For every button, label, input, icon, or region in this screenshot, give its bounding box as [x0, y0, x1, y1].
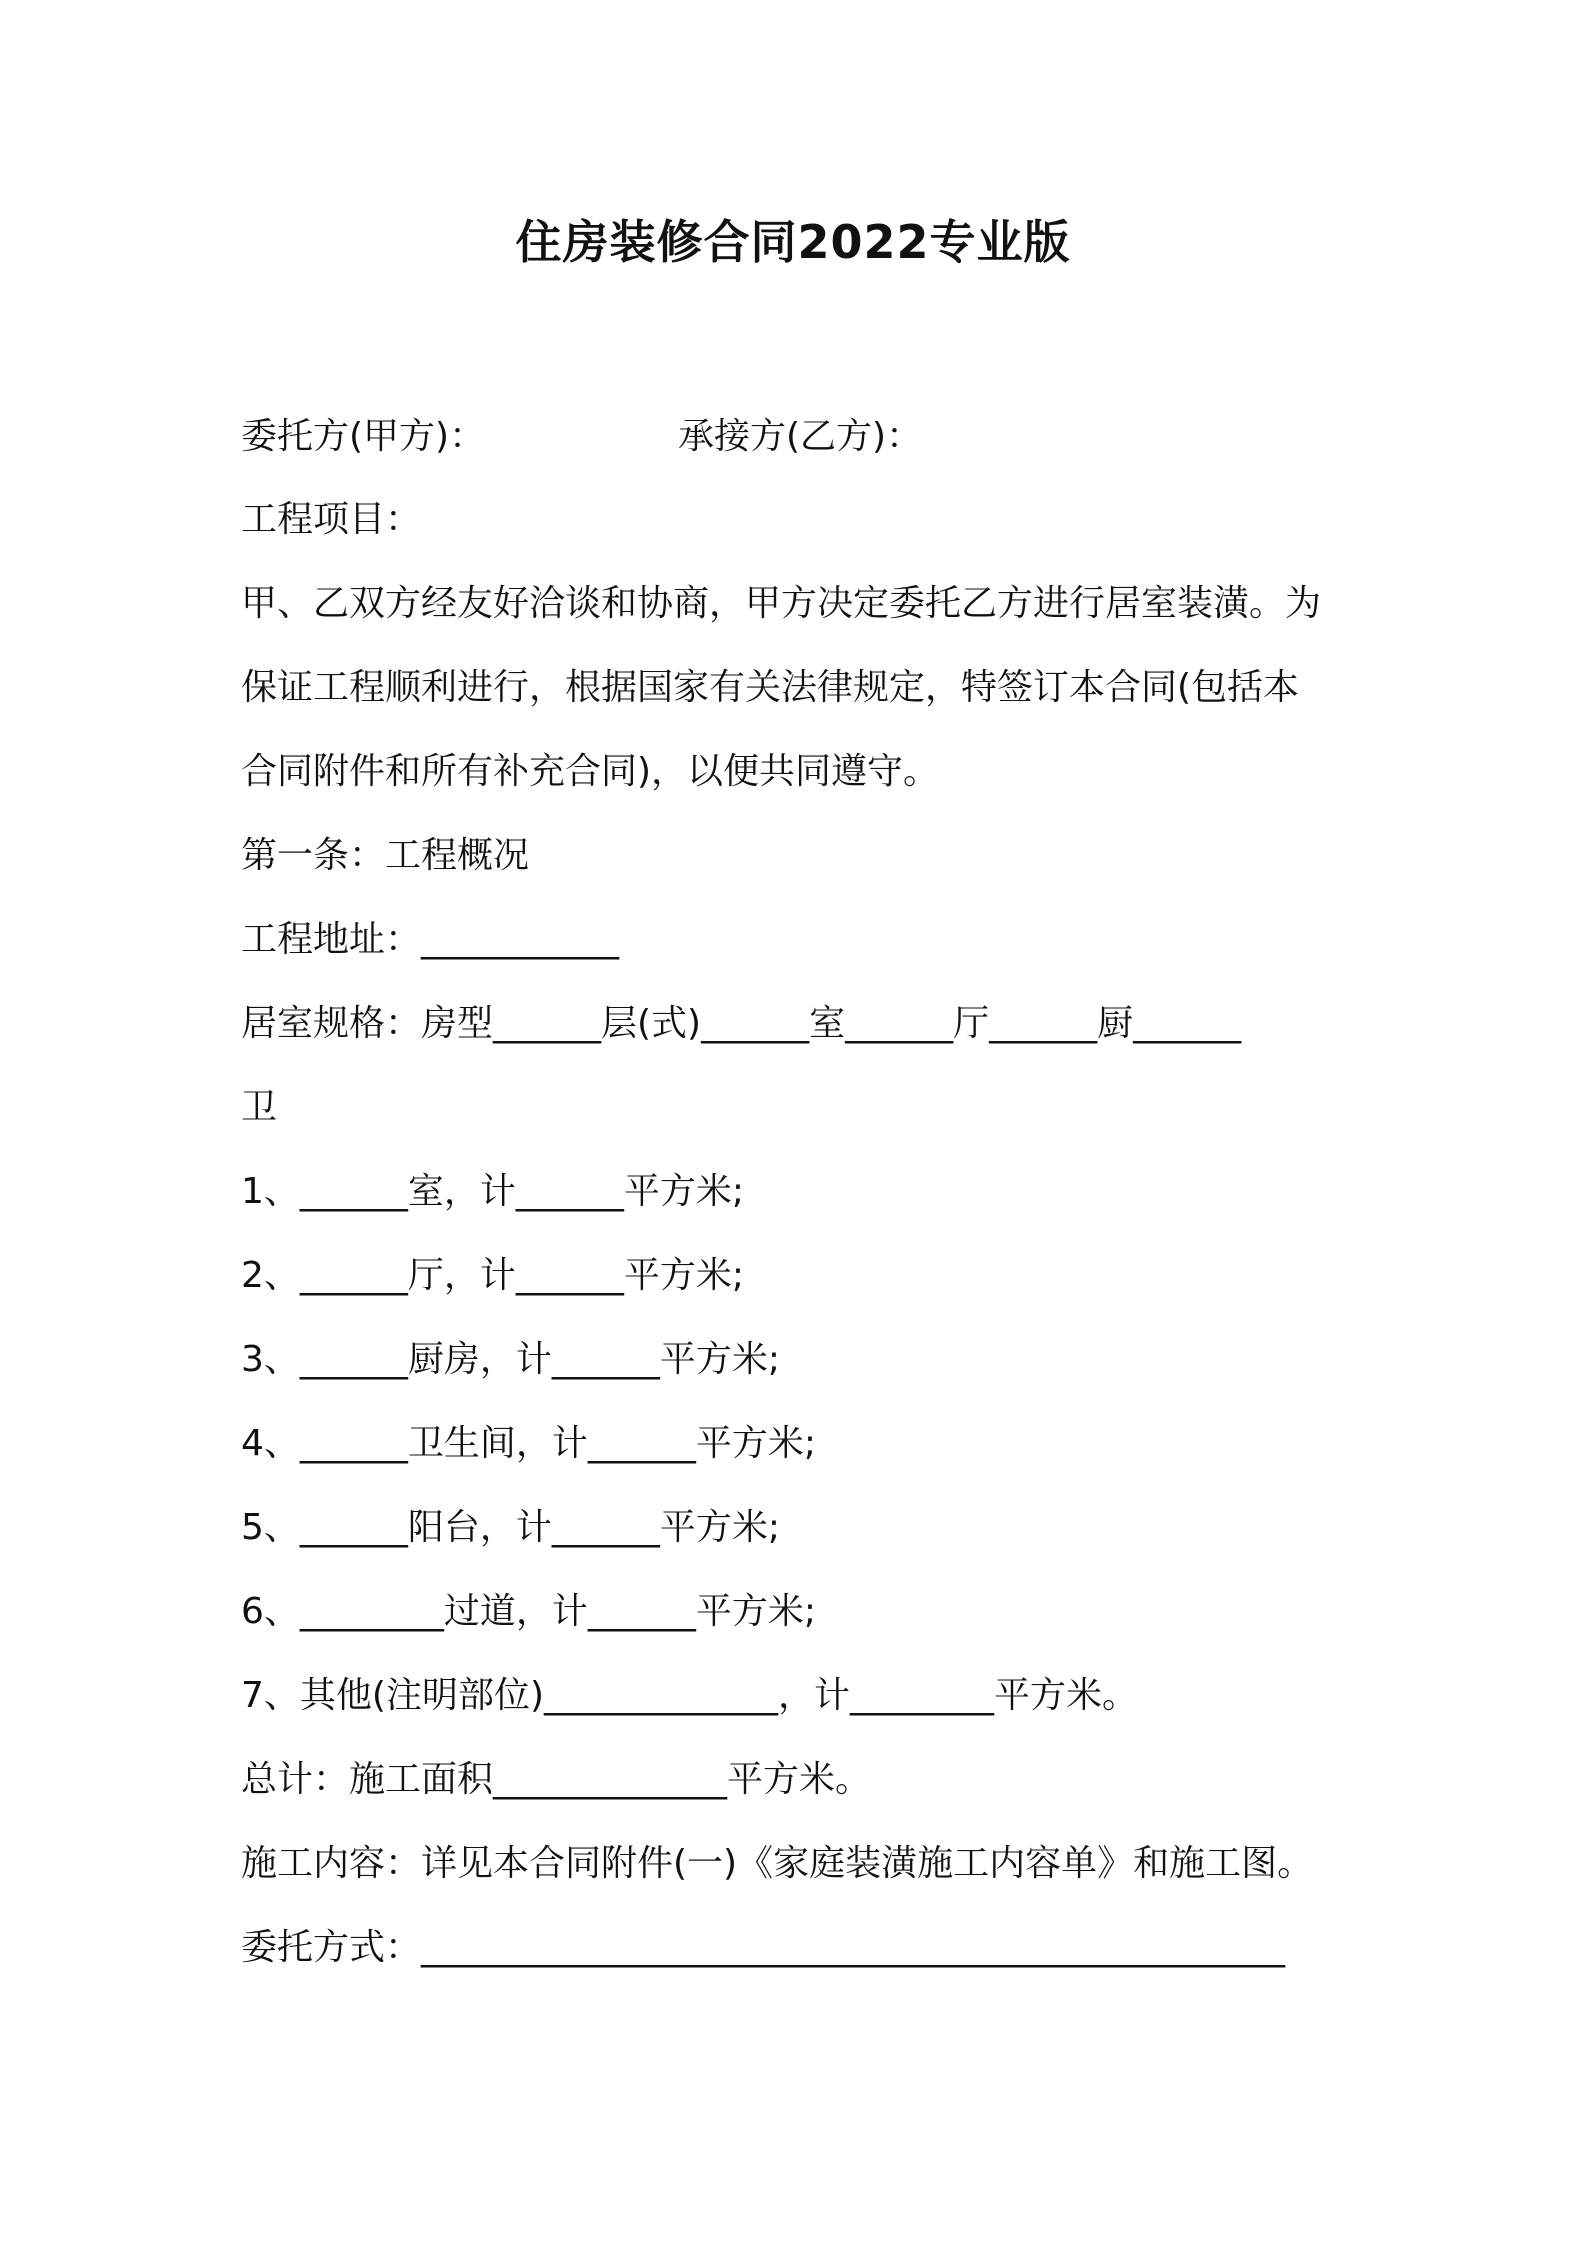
page-title: 住房装修合同2022专业版: [515, 215, 1071, 269]
content-line: 施工内容：详见本合同附件(一)《家庭装潢施工内容单》和施工图。: [241, 1843, 1314, 1884]
parties-row: [241, 412, 1361, 462]
address-line: 工程地址：___________: [241, 919, 620, 960]
room-item: 6、________过道，计______平方米;: [241, 1591, 817, 1632]
room-item: 7、其他(注明部位)_____________，计________平方米。: [241, 1675, 1138, 1716]
room-item: 4、______卫生间，计______平方米;: [241, 1423, 817, 1464]
article1-heading: 第一条：工程概况: [241, 835, 530, 876]
preamble-line-1: 甲、乙双方经友好洽谈和协商，甲方决定委托乙方进行居室装潢。为: [241, 583, 1322, 624]
total-line: 总计：施工面积_____________平方米。: [241, 1759, 872, 1800]
method-line: 委托方式：________________________________________________: [241, 1927, 1286, 1968]
party-a-label: 委托方(甲方)：: [241, 416, 486, 457]
room-item: 5、______阳台，计______平方米;: [241, 1507, 781, 1548]
room-item: 1、______室，计______平方米;: [241, 1171, 745, 1212]
spec-line: 居室规格：房型______层(式)______室______厅______厨______: [241, 1003, 1242, 1044]
spec-line-cont: 卫: [241, 1087, 278, 1128]
preamble-line-2: 保证工程顺利进行，根据国家有关法律规定，特签订本合同(包括本: [241, 667, 1300, 708]
project-label: 工程项目：: [241, 499, 422, 540]
party-b-label: 承接方(乙方)：: [678, 416, 923, 457]
room-item: 3、______厨房，计______平方米;: [241, 1339, 781, 1380]
preamble-line-3: 合同附件和所有补充合同)，以便共同遵守。: [241, 751, 940, 792]
room-item: 2、______厅，计______平方米;: [241, 1255, 745, 1296]
